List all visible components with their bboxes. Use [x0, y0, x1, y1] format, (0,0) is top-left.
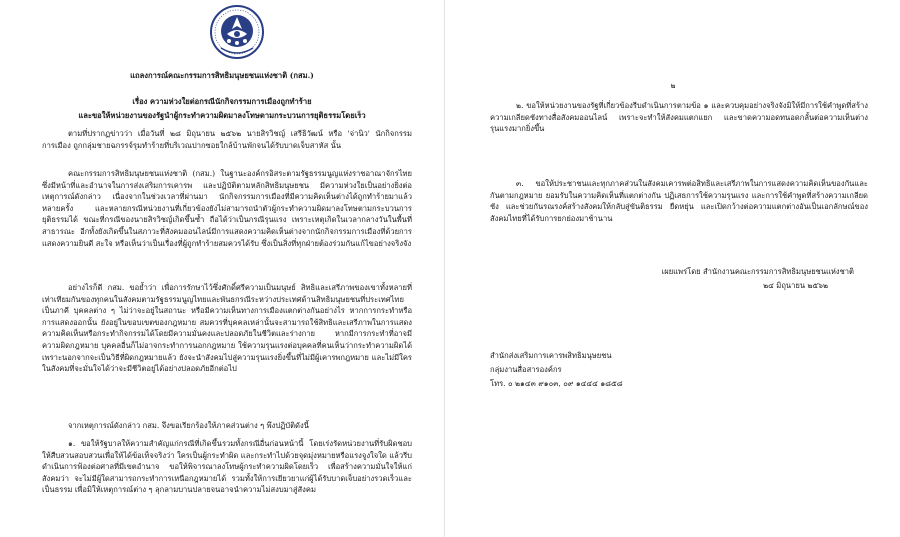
statement-header: แถลงการณ์คณะกรรมการสิทธิมนุษยชนแห่งชาติ (กสม.) — [130, 71, 314, 80]
paragraph-2 — [42, 168, 412, 249]
paragraph-5 — [42, 438, 412, 496]
page-number: ๒ — [670, 81, 676, 90]
subject-line-2: และขอให้หน่วยงานของรัฐนำผู้กระทำความผิดมาลงโทษตามกระบวนการยุติธรรมโดยเร็ว — [78, 111, 366, 120]
signature-publisher: เผยแพร่โดย สำนักงานคณะกรรมการสิทธิมนุษยชนแห่งชาติ — [661, 267, 854, 276]
document-page-2 — [446, 0, 900, 537]
paragraph-5-text: ๑. ขอให้รัฐบาลให้ความสำคัญแก่กรณีที่เกิดขึ้นรวมทั้งกรณีอื่นก่อนหน้านี้ โดยเร่งรัดหน่วยงานที่รับผิดชอบให้สืบสวนสอบสวนเพื่อให้ได้ข้อเท็จจริงว่า ใครเป็นผู้กระทำผิด และกระทำไปด้วยจุดมุ่งหมายหรือแรงจูงใจใด แล้วรีบดำเนินการฟ้องต่อศาลที่มีเขตอำนาจ ขอให้พิจารณาลงโทษผู้กระทำความผิดโดยเร็ว เพื่อสร้างความมั่นใจให้แก่สังคมว่า จะไม่มีผู้ใดสามารถกระทำการเหนือกฎหมายได้ รวมทั้งให้การเยียวยาแก่ผู้ได้รับบาดเจ็บอย่างรวดเร็วและเป็นธรรม เพื่อมิให้เหตุการณ์ต่าง ๆ ลุกลามบานปลายจนอาจนำความไม่สงบมาสู่สังคม — [42, 439, 412, 495]
paragraph-6 — [490, 100, 868, 135]
paragraph-1-text: ตามที่ปรากฏข่าวว่า เมื่อวันที่ ๒๘ มิถุนายน ๒๕๖๒ นายสิรวิชญ์ เสรีธิวัฒน์ หรือ 'จ่านิว' นักกิจกรรมการเมือง ถูกกลุ่มชายฉกรรจ์รุมทำร้ายที่บริเวณปากซอยใกล้บ้านพักจนได้รับบาดเจ็บสาหัส นั้น — [42, 129, 412, 150]
paragraph-4 — [42, 420, 412, 432]
contact-office: สำนักส่งเสริมการเคารพสิทธิมนุษยชน — [490, 351, 612, 360]
paragraph-3-text: อย่างไรก็ดี กสม. ขอย้ำว่า เพื่อการรักษาไว้ซึ่งศักดิ์ศรีความเป็นมนุษย์ สิทธิและเสรีภาพของเขาทั้งหลายที่เท่าเทียมกันของทุกคนในสังคมตามรัฐธรรมนูญไทยและพันธกรณีระหว่างประเทศด้านสิทธิมนุษยชนที่ประเทศไทยเป็นภาคี บุคคลต่าง ๆ ไม่ว่าจะอยู่ในสถานะ หรือมีความเห็นทางการเมืองแตกต่างกันอย่างไร หากการกระทำหรือการแสดงออกนั้น ยังอยู่ในขอบเขตของกฎหมาย สมควรที่บุคคลเหล่านั้นจะสามารถใช้สิทธิและเสรีภาพในการแสดงความคิดเห็นหรือกระทำกิจกรรมได้โดยมีความมั่นคงและปลอดภัยในชีวิตและร่างกาย หากมีการกระทำที่อาจมีความผิดกฎหมาย บุคคลอื่นก็ไม่อาจกระทำการนอกกฎหมาย ใช้ความรุนแรงต่อบุคคลที่คนเห็นว่ากระทำความผิดได้ เพราะนอกจากจะเป็นวิธีที่ผิดกฎหมายแล้ว ยังจะนำสังคมไปสู่ความรุนแรงยิ่งขึ้นที่ไม่มีผู้เคารพกฎหมาย และไม่มีใครในสังคมที่จะมั่นใจได้ว่าจะมีชีวิตอยู่ได้อย่างปลอดภัยอีกต่อไป — [42, 283, 412, 374]
paragraph-6-text: ๒. ขอให้หน่วยงานของรัฐที่เกี่ยวข้องรีบดำเนินการตามข้อ ๑ และควบคุมอย่างจริงจังมิให้มีการใช้คำพูดที่สร้างความเกลียดชังทางสื่อสังคมออนไลน์ เพราะจะทำให้สังคมแตกแยก และขาดความอดทนอดกลั้นต่อความเห็นต่างรุนแรงมากยิ่งขึ้น — [490, 101, 868, 134]
subject-line-1: เรื่อง ความห่วงใยต่อกรณีนักกิจกรรมการเมืองถูกทำร้าย — [132, 97, 312, 106]
paragraph-1 — [42, 128, 412, 151]
nhrc-logo-emblem — [209, 4, 265, 60]
paragraph-2-text: คณะกรรมการสิทธิมนุษยชนแห่งชาติ (กสม.) ในฐานะองค์กรอิสระตามรัฐธรรมนูญแห่งราชอาณาจักรไทย ซึ่งมีหน้าที่และอำนาจในการส่งเสริมการเคารพ และปฏิบัติตามหลักสิทธิมนุษยชน มีความห่วงใยเป็นอย่างยิ่งต่อเหตุการณ์ดังกล่าว เนื่องจากในช่วงเวลาที่ผ่านมา นักกิจกรรมการเมืองที่มีความคิดเห็นต่างได้ถูกทำร้ายมาแล้วหลายครั้ง และหลายกรณีหน่วยงานที่เกี่ยวข้องยังไม่สามารถนำตัวผู้กระทำความผิดมาลงโทษตามกระบวนการยุติธรรมได้ ขณะที่กรณีของนายสิรวิชญ์เกิดขึ้นซ้ำ ถือได้ว่าเป็นกรณีรุนแรง เพราะเหตุเกิดในเวลากลางวันในพื้นที่สาธารณะ อีกทั้งยังเกิดขึ้นในสภาวะที่สังคมออนไลน์มีการแสดงความคิดเห็นต่างจากนักกิจกรรมการเมืองที่ด้วยการแสดงความยินดี สะใจ หรือเห็นว่าเป็นเรื่องที่ผู้ถูกทำร้ายสมควรได้รับ ซึ่งเป็นสิ่งที่ทุกฝ่ายต้องร่วมกันแก้ไขอย่างจริงจัง — [42, 169, 412, 248]
paragraph-7-text: ๓. ขอให้ประชาชนและทุกภาคส่วนในสังคมเคารพต่อสิทธิและเสรีภาพในการแสดงความคิดเห็นของกันและกันตามกฎหมาย ยอมรับในความคิดเห็นที่แตกต่างกัน ปฏิเสธการใช้ความรุนแรง และการใช้คำพูดที่สร้างความเกลียดชัง และช่วยกันรณรงค์สร้างสังคมให้กลับสู่ขันติธรรม ยืดหยุ่น และเปิดกว้างต่อความแตกต่างอันเป็นเอกลักษณ์ของสังคมไทยที่ได้รับการยกย่องมาช้านาน — [490, 179, 868, 223]
paragraph-7 — [490, 178, 868, 224]
contact-group: กลุ่มงานสื่อสารองค์กร — [490, 365, 562, 374]
document-page-1 — [0, 0, 445, 537]
paragraph-4-text: จากเหตุการณ์ดังกล่าว กสม. จึงขอเรียกร้องให้ภาคส่วนต่าง ๆ พึงปฏิบัติดังนี้ — [68, 421, 309, 430]
paragraph-3 — [42, 282, 412, 375]
contact-phone: โทร. ๐ ๒๑๔๓ ๙๑๐๓, ๐๙ ๑๔๔๔ ๑๘๕๘ — [490, 379, 623, 388]
signature-date: ๒๔ มิถุนายน ๒๕๖๒ — [763, 281, 828, 290]
